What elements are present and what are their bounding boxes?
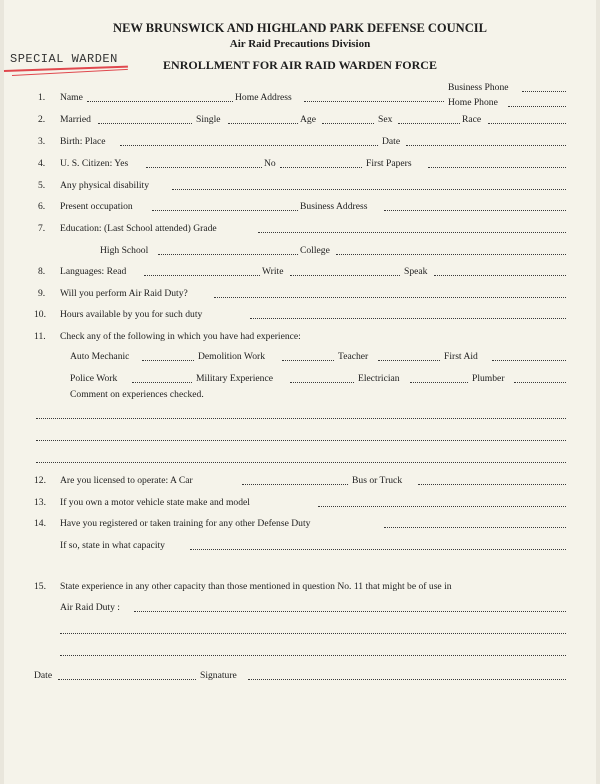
first-aid-field[interactable]	[492, 360, 566, 361]
division-title: Air Raid Precautions Division	[229, 38, 371, 50]
first-papers-field[interactable]	[428, 167, 566, 168]
q14-number: 14.	[34, 518, 46, 529]
air-raid-duty-label: Will you perform Air Raid Duty?	[60, 288, 188, 299]
married-field[interactable]	[98, 123, 192, 124]
occupation-field[interactable]	[152, 210, 298, 211]
q8-number: 8.	[38, 266, 46, 277]
q1-number: 1.	[38, 92, 46, 103]
bus-truck-label: Bus or Truck	[352, 475, 403, 486]
q15-number: 15.	[34, 581, 46, 592]
other-experience-label: State experience in any other capacity than those mentioned in question No. 11 that might be of use in	[60, 581, 452, 592]
vehicle-field[interactable]	[318, 506, 566, 507]
age-label: Age	[300, 114, 316, 125]
teacher-field[interactable]	[378, 360, 440, 361]
experience-label: Check any of the following in which you have had experience:	[60, 331, 301, 342]
business-address-field[interactable]	[384, 210, 566, 211]
high-school-label: High School	[100, 245, 149, 256]
write-field[interactable]	[290, 275, 400, 276]
police-work-field[interactable]	[132, 382, 192, 383]
capacity-label: If so, state in what capacity	[60, 540, 165, 551]
date-field[interactable]	[58, 679, 196, 680]
comment-line-2[interactable]	[36, 440, 566, 441]
signature-field[interactable]	[248, 679, 566, 680]
home-address-field[interactable]	[304, 101, 444, 102]
military-experience-field[interactable]	[290, 382, 354, 383]
military-experience-label: Military Experience	[196, 373, 273, 384]
q2-number: 2.	[38, 114, 46, 125]
form-title: ENROLLMENT FOR AIR RAID WARDEN FORCE	[163, 58, 437, 72]
comment-line-3[interactable]	[36, 462, 566, 463]
teacher-label: Teacher	[338, 351, 369, 362]
age-field[interactable]	[322, 123, 374, 124]
other-experience-field-3[interactable]	[60, 655, 566, 656]
birth-date-field[interactable]	[406, 145, 566, 146]
auto-mechanic-field[interactable]	[142, 360, 194, 361]
first-aid-label: First Aid	[444, 351, 478, 362]
q7-number: 7.	[38, 223, 46, 234]
bus-truck-field[interactable]	[418, 484, 566, 485]
business-phone-field[interactable]	[522, 91, 566, 92]
electrician-field[interactable]	[410, 382, 468, 383]
birth-place-label: Birth: Place	[60, 136, 106, 147]
first-papers-label: First Papers	[366, 158, 412, 169]
date-label: Date	[34, 670, 53, 681]
citizen-yes-field[interactable]	[146, 167, 262, 168]
other-experience-field-2[interactable]	[60, 633, 566, 634]
occupation-label: Present occupation	[60, 201, 133, 212]
hours-label: Hours available by you for such duty	[60, 309, 203, 320]
q11-number: 11.	[34, 331, 46, 342]
demolition-work-label: Demolition Work	[198, 351, 266, 362]
plumber-label: Plumber	[472, 373, 505, 384]
business-phone-label: Business Phone	[448, 82, 509, 93]
q3-number: 3.	[38, 136, 46, 147]
home-phone-label: Home Phone	[448, 97, 498, 108]
sex-field[interactable]	[398, 123, 460, 124]
race-field[interactable]	[488, 123, 566, 124]
home-phone-field[interactable]	[508, 106, 566, 107]
college-label: College	[300, 245, 330, 256]
q10-number: 10.	[34, 309, 46, 320]
q9-number: 9.	[38, 288, 46, 299]
defense-duty-field[interactable]	[384, 527, 566, 528]
single-label: Single	[196, 114, 221, 125]
college-field[interactable]	[336, 254, 566, 255]
name-label: Name	[60, 92, 83, 103]
name-field[interactable]	[87, 101, 233, 102]
special-warden-stamp: SPECIAL WARDEN	[10, 52, 118, 66]
q12-number: 12.	[34, 475, 46, 486]
q13-number: 13.	[34, 497, 46, 508]
business-address-label: Business Address	[300, 201, 368, 212]
birth-date-label: Date	[382, 136, 401, 147]
electrician-label: Electrician	[358, 373, 400, 384]
signature-label: Signature	[200, 670, 237, 681]
married-label: Married	[60, 114, 91, 125]
vehicle-label: If you own a motor vehicle state make and model	[60, 497, 250, 508]
citizen-no-field[interactable]	[280, 167, 362, 168]
air-raid-duty-field[interactable]	[214, 297, 566, 298]
q6-number: 6.	[38, 201, 46, 212]
council-title: NEW BRUNSWICK AND HIGHLAND PARK DEFENSE COUNCIL	[113, 21, 487, 35]
education-label: Education: (Last School attended) Grade	[60, 223, 217, 234]
air-raid-duty-15-label: Air Raid Duty :	[60, 602, 120, 613]
speak-field[interactable]	[434, 275, 566, 276]
read-field[interactable]	[144, 275, 260, 276]
auto-mechanic-label: Auto Mechanic	[70, 351, 130, 362]
high-school-field[interactable]	[158, 254, 298, 255]
sex-label: Sex	[378, 114, 393, 125]
home-address-label: Home Address	[235, 92, 292, 103]
race-label: Race	[462, 114, 482, 125]
hours-field[interactable]	[250, 318, 566, 319]
capacity-field[interactable]	[190, 549, 566, 550]
q5-number: 5.	[38, 180, 46, 191]
read-label: Languages: Read	[60, 266, 127, 277]
defense-duty-label: Have you registered or taken training for any other Defense Duty	[60, 518, 311, 529]
comment-label: Comment on experiences checked.	[70, 389, 204, 400]
disability-field[interactable]	[172, 189, 566, 190]
licensed-car-field[interactable]	[242, 484, 348, 485]
other-experience-field-1[interactable]	[134, 611, 566, 612]
comment-line-1[interactable]	[36, 418, 566, 419]
q4-number: 4.	[38, 158, 46, 169]
write-label: Write	[262, 266, 284, 277]
speak-label: Speak	[404, 266, 428, 277]
police-work-label: Police Work	[70, 373, 118, 384]
citizen-yes-label: U. S. Citizen: Yes	[60, 158, 129, 169]
plumber-field[interactable]	[514, 382, 566, 383]
birth-place-field[interactable]	[120, 145, 378, 146]
education-grade-field[interactable]	[258, 232, 566, 233]
disability-label: Any physical disability	[60, 180, 149, 191]
citizen-no-label: No	[264, 158, 276, 169]
demolition-work-field[interactable]	[282, 360, 334, 361]
licensed-car-label: Are you licensed to operate: A Car	[60, 475, 193, 486]
single-field[interactable]	[228, 123, 298, 124]
